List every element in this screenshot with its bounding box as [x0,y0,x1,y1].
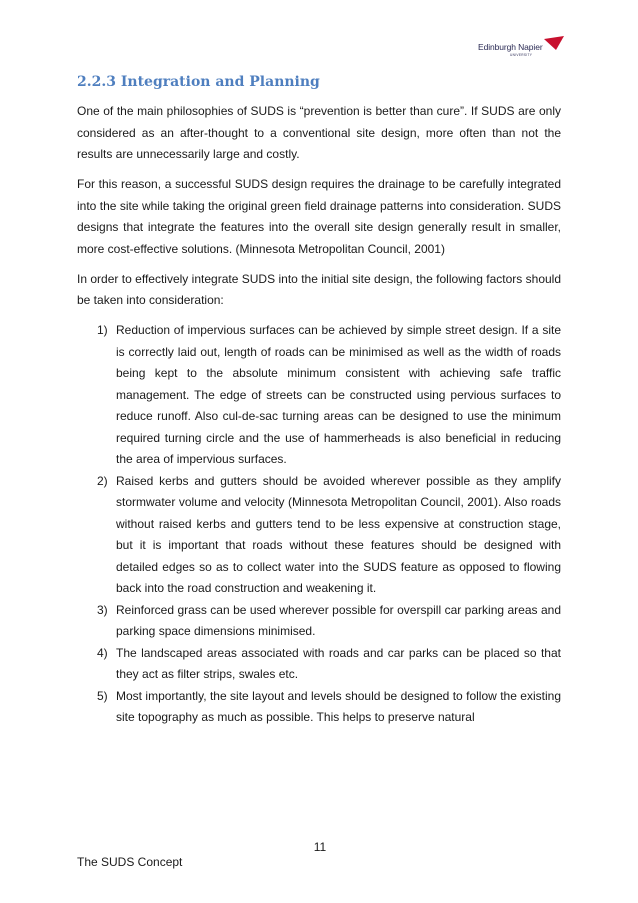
logo-text: Edinburgh Napier [478,42,543,52]
logo-mark-icon [544,36,564,52]
page-number: 11 [313,840,327,854]
list-item [97,600,561,643]
paragraph: In order to effectively integrate SUDS into the initial site design, the following factors should be taken into consideration: [77,271,561,307]
list-item-text: Most importantly, the site layout and levels should be designed to follow the existing site topography as much as possible. This helps to preserve natural [116,688,561,724]
section-heading: 2.2.3 Integration and Planning [77,74,320,90]
list-item [97,320,561,471]
list-item [97,471,561,600]
list-item-number: 5) [97,688,108,703]
list-item-text: Reinforced grass can be used wherever possible for overspill car parking areas and parking space dimensions minimised. [116,602,561,638]
list-item-number: 2) [97,473,108,488]
paragraph: For this reason, a successful SUDS design requires the drainage to be carefully integrated into the site while taking the original green field drainage patterns into consideration. SUDS designs that integrate the features into the overall site design generally result in smaller, more cost-effective solutions. (Minnesota Metropolitan Council, 2001) [77,177,561,256]
list-item-text: Reduction of impervious surfaces can be achieved by simple street design. If a site is correctly laid out, length of roads can be minimised as well as the width of roads being kept to the absolute minimum consistent with achieving safe traffic management. The edge of streets can be constructed using pervious surfaces to reduce runoff. Also cul-de-sac turning areas can be designed to use the minimum required turning circle and the use of hammerheads is also beneficial in reducing the area of impervious surfaces. [116,323,561,466]
body-content [77,101,561,729]
footer-title: The SUDS Concept [77,855,183,869]
list-item [97,686,561,729]
list-item-number: 4) [97,645,108,660]
list-item [97,643,561,686]
list-item-number: 3) [97,602,108,617]
list-item-number: 1) [97,323,108,337]
list-item-text: Raised kerbs and gutters should be avoided wherever possible as they amplify stormwater volume and velocity (Minnesota Metropolitan Council, 2001). Also roads without raised kerbs and gutters tend to be less expensive at construction stage, but it is important that roads without these features should be designed with detailed edges so as to collect water into the SUDS feature as opposed to flowing back into the road construction and weakening it. [116,473,561,595]
considerations-list [77,320,561,729]
list-item-text: The landscaped areas associated with roads and car parks can be placed so that they act as filter strips, swales etc. [116,645,561,681]
university-logo [478,36,564,66]
logo-subtext: UNIVERSITY [510,53,533,57]
paragraph: One of the main philosophies of SUDS is “prevention is better than cure”. If SUDS are only considered as an after-thought to a conventional site design, more often than not the results are unnecessarily large and costly. [77,104,561,161]
